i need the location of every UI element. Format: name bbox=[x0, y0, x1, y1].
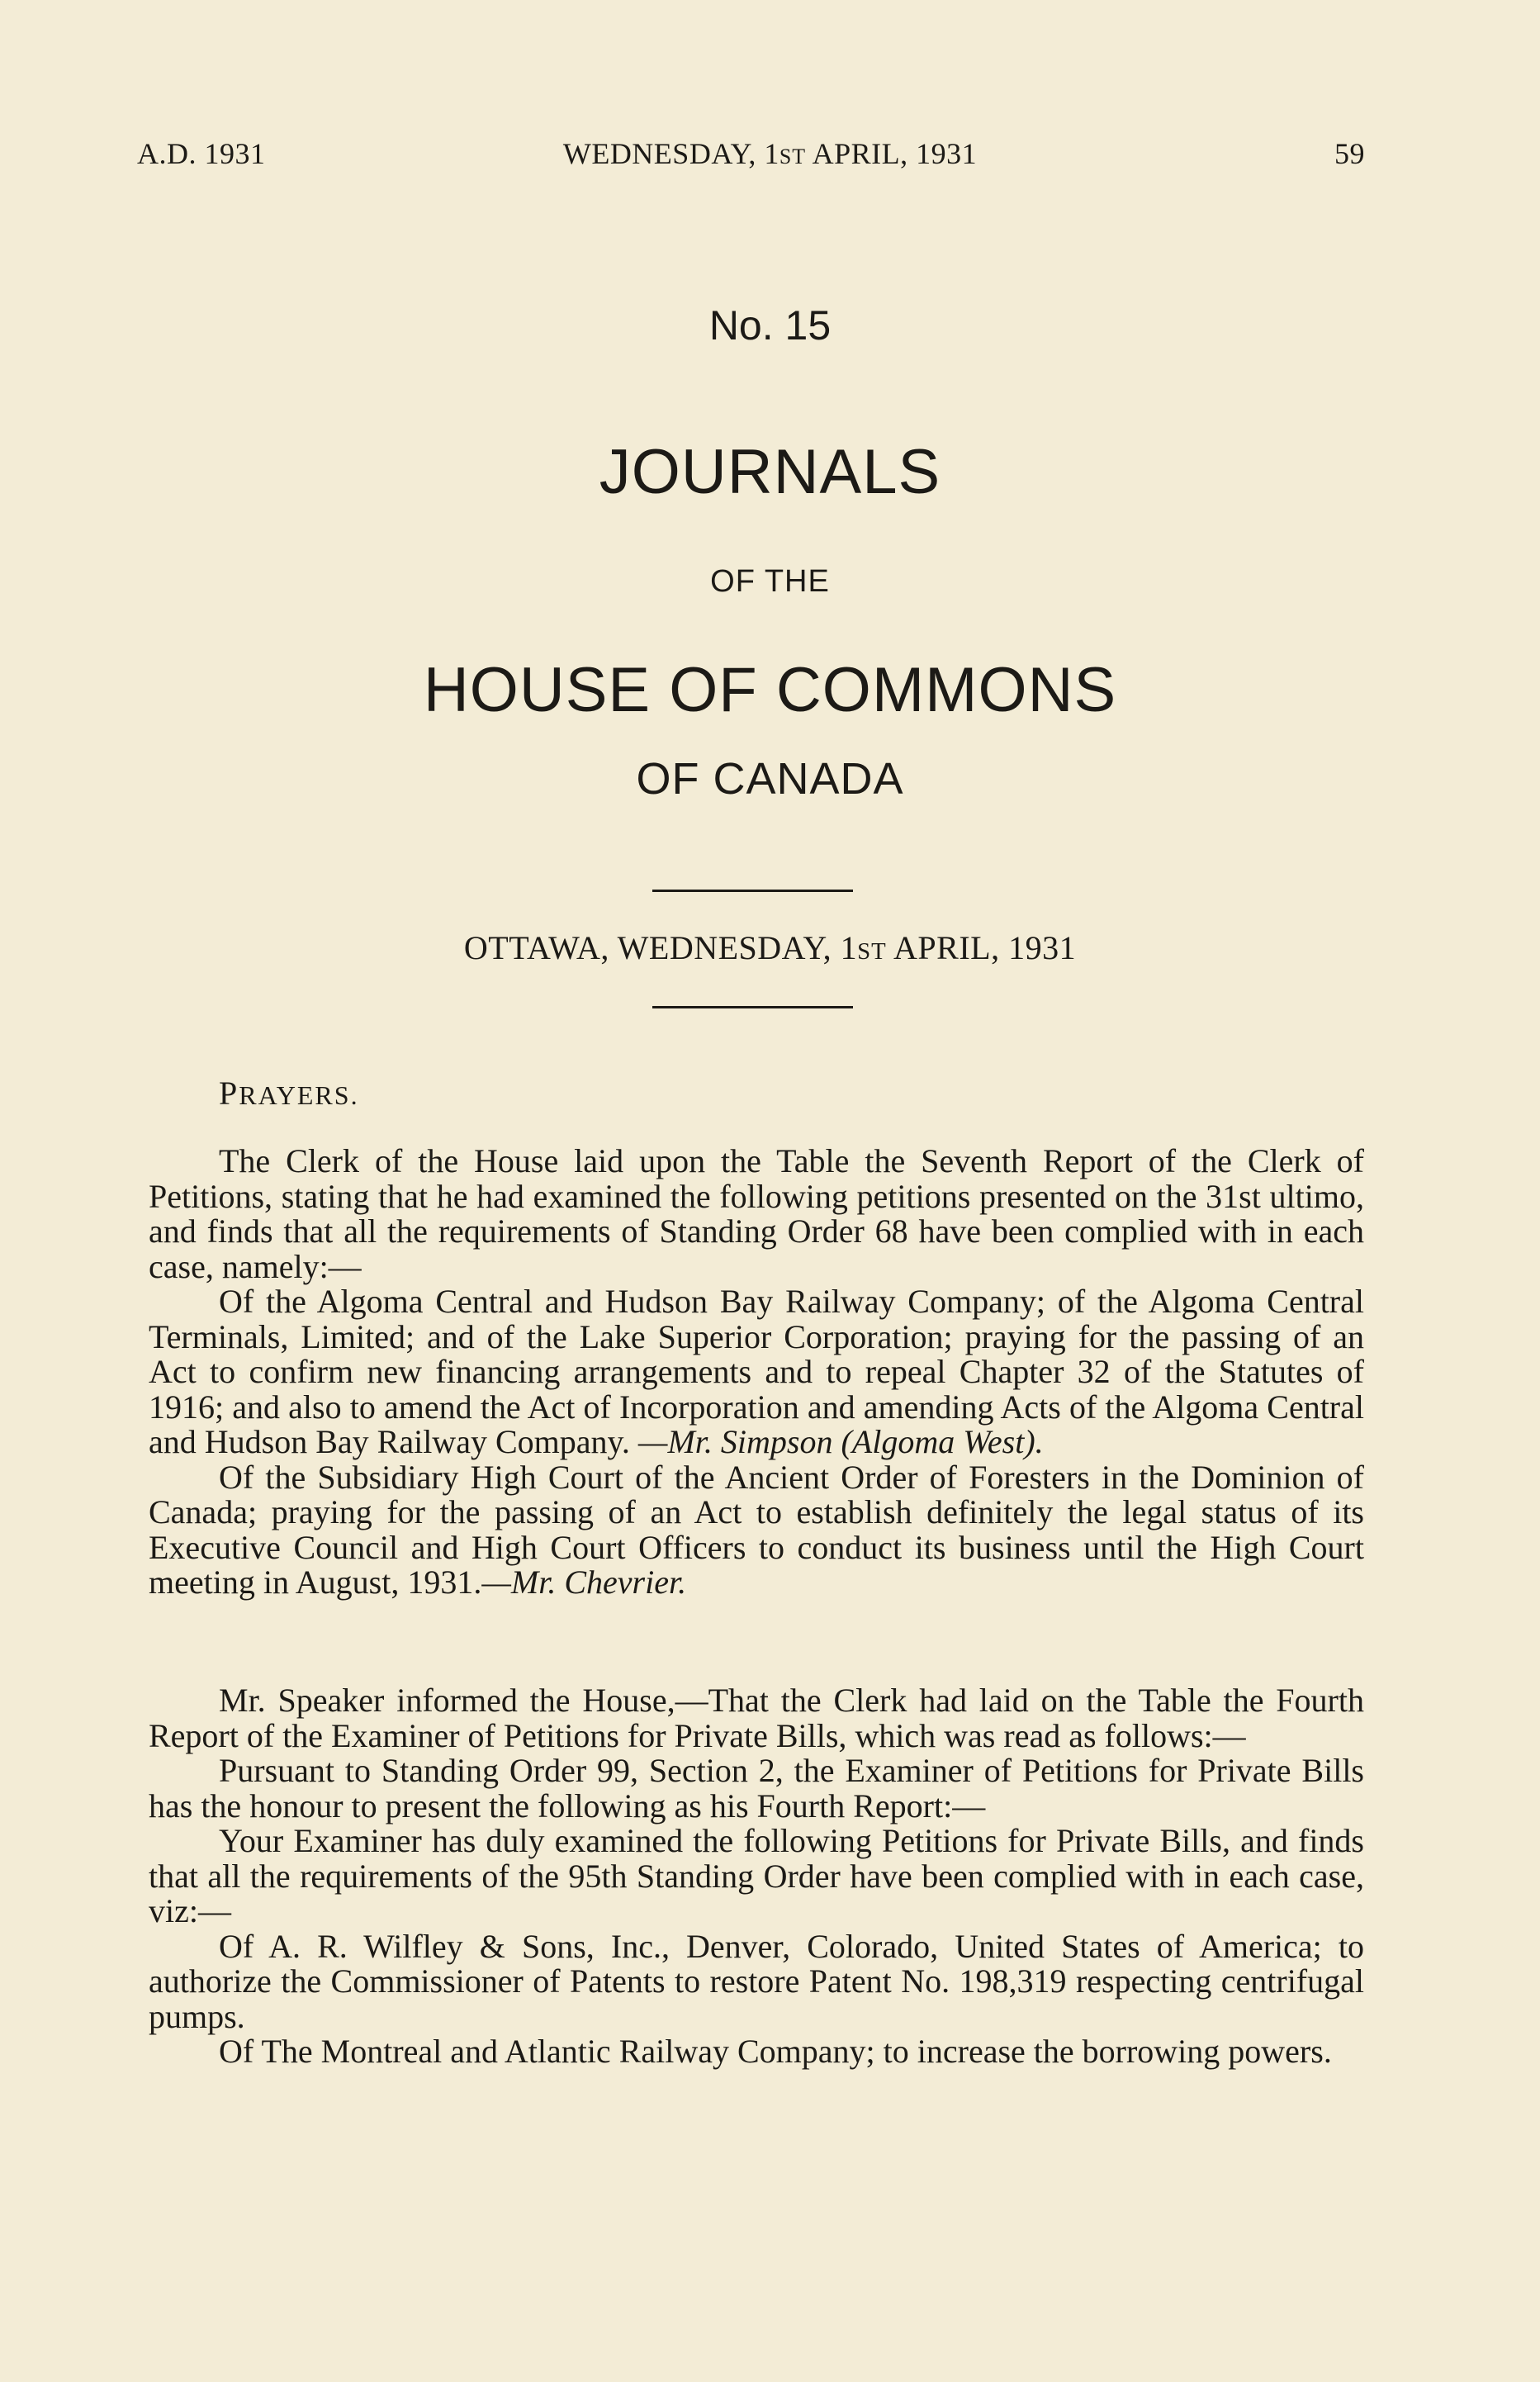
title-of-canada: OF CANADA bbox=[636, 754, 904, 804]
speaker-statement-paragraph: Mr. Speaker informed the House,—That the Clerk had laid on the Table the Fourth Report of the Examiner of Petitions for Private Bills, which was read as follows:— bbox=[149, 1682, 1364, 1754]
algoma-petition-sponsor: —Mr. Simpson (Algoma West). bbox=[637, 1423, 1044, 1460]
foresters-petition-sponsor: —Mr. Chevrier. bbox=[481, 1563, 687, 1601]
examiner-report-section bbox=[149, 1683, 1364, 2070]
title-of-the: OF THE bbox=[710, 564, 830, 599]
montreal-atlantic-petition-paragraph: Of The Montreal and Atlantic Railway Company; to increase the borrowing powers. bbox=[219, 2033, 1332, 2070]
standing-order-paragraph: Pursuant to Standing Order 99, Section 2, the Examiner of Petitions for Private Bills has the honour to present the following as his Fourth Report:— bbox=[149, 1752, 1364, 1824]
issue-number: No. 15 bbox=[708, 302, 832, 349]
page-number: 59 bbox=[1334, 137, 1365, 170]
title-journals: JOURNALS bbox=[599, 437, 941, 507]
clerk-report-section bbox=[149, 1144, 1364, 1601]
examiner-findings-paragraph: Your Examiner has duly examined the following Petitions for Private Bills, and finds that all the requirements of the 95th Standing Order have been complied with in each case, viz:— bbox=[149, 1822, 1364, 1929]
running-head bbox=[0, 136, 1540, 176]
divider-rule-bottom bbox=[652, 1006, 853, 1008]
clerk-report-paragraph: The Clerk of the House laid upon the Table the Seventh Report of the Clerk of Petitions, stating that he had examined the following petitions presented on the 31st ultimo, and finds that all the requirements of Standing Order 68 have been complied with in each case, namely:— bbox=[149, 1142, 1364, 1285]
wilfley-petition-paragraph: Of A. R. Wilfley & Sons, Inc., Denver, Colorado, United States of America; to authorize the Commissioner of Patents to restore Patent No. 198,319 respecting centrifugal pumps. bbox=[149, 1927, 1364, 2035]
dateline: OTTAWA, WEDNESDAY, 1ST APRIL, 1931 bbox=[463, 929, 1077, 966]
divider-rule-top bbox=[652, 890, 853, 892]
prayers-heading: PRAYERS. bbox=[219, 1075, 359, 1112]
title-house-of-commons: HOUSE OF COMMONS bbox=[423, 655, 1117, 725]
foresters-petition-paragraph: Of the Subsidiary High Court of the Ancient Order of Foresters in the Dominion of Canada; praying for the passing of an Act to establish definitely the legal status of its Executive Council and High Court Officers to conduct its business until the High Court meeting in August, 1931.—Mr. Chevrier. bbox=[149, 1458, 1364, 1601]
running-head-year: A.D. 1931 bbox=[137, 137, 266, 170]
running-head-date: WEDNESDAY, 1ST APRIL, 1931 bbox=[562, 137, 978, 170]
algoma-petition-paragraph: Of the Algoma Central and Hudson Bay Railway Company; of the Algoma Central Terminals, Limited; and of the Lake Superior Corporation; praying for the passing of an Act to confirm new financing arrangements and to repeal Chapter 32 of the Statutes of 1916; and also to amend the Act of Incorporation and amending Acts of the Algoma Central and Hudson Bay Railway Company. —Mr. Simpson (Algoma West). bbox=[149, 1283, 1364, 1460]
